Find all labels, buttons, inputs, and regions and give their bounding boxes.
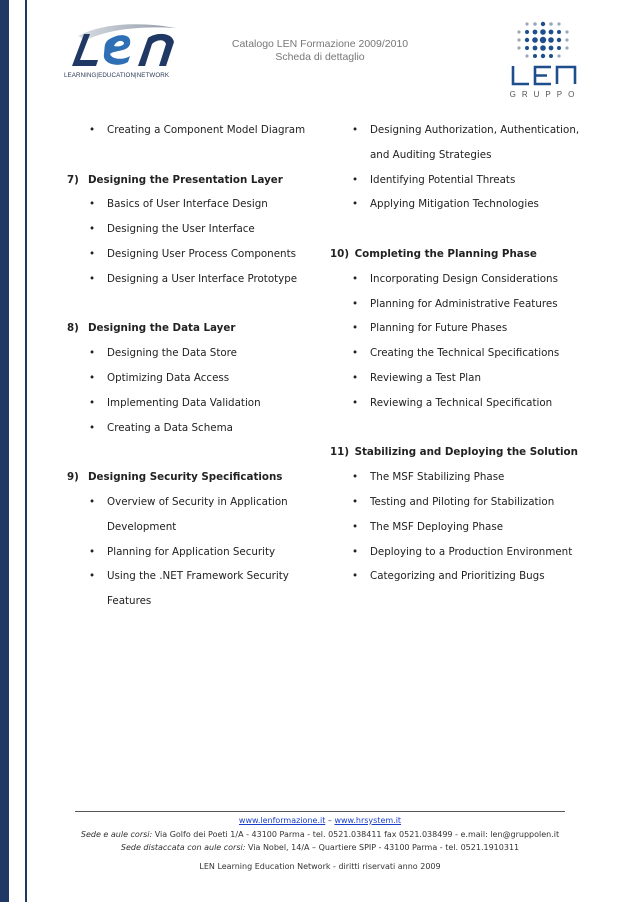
list-item: • Planning for Administrative Features: [330, 292, 610, 317]
list-item: • The MSF Stabilizing Phase: [330, 465, 610, 490]
header-line-1: Catalogo LEN Formazione 2009/2010: [231, 38, 409, 50]
list-item-continuation: Development: [107, 520, 177, 533]
bullet-icon: •: [352, 371, 359, 384]
list-item: • Creating a Data Schema: [67, 416, 322, 441]
bullet-icon: •: [89, 570, 96, 583]
list-item: • Designing User Process Components: [67, 242, 322, 267]
left-column: [67, 118, 322, 614]
bullet-icon: •: [352, 124, 359, 136]
gruppo-label: GRUPPO: [509, 90, 581, 99]
list-item: • Using the .NET Framework Security: [67, 564, 322, 589]
bullet-icon: •: [89, 124, 96, 136]
bullet-icon: •: [352, 471, 359, 484]
list-item-continuation: Features: [107, 595, 152, 608]
page-left-rule: [25, 0, 27, 902]
bullet-icon: •: [352, 198, 359, 211]
list-item: • Overview of Security in Application: [67, 490, 322, 515]
bullet-icon: •: [352, 173, 359, 186]
list-item: • Optimizing Data Access: [67, 366, 322, 391]
section-heading-7: 7) Designing the Presentation Layer: [67, 173, 283, 186]
bullet-icon: •: [89, 495, 96, 508]
bullet-icon: •: [89, 247, 96, 260]
bullet-icon: •: [352, 272, 359, 285]
list-item: • Identifying Potential Threats: [330, 168, 610, 193]
list-item: • Designing Authorization, Authentication,: [330, 118, 610, 143]
list-item: • Incorporating Design Considerations: [330, 267, 610, 292]
bullet-icon: •: [352, 322, 359, 335]
footer-address-1: Sede e aule corsi: Via Golfo dei Poeti 1/A - 43100 Parma - tel. 0521.038411 fax 0521.038499 - e.mail: len@gruppolen.it: [80, 830, 560, 839]
bullet-icon: •: [352, 570, 359, 583]
list-item: • Applying Mitigation Technologies: [330, 192, 610, 217]
bullet-icon: •: [352, 396, 359, 409]
document-header: [210, 38, 430, 64]
list-item-continuation: and Auditing Strategies: [370, 148, 492, 161]
list-item: • Creating a Component Model Diagram: [67, 118, 322, 143]
len-gruppo-logo: [505, 18, 585, 102]
list-item: • Planning for Application Security: [67, 540, 322, 565]
bullet-icon: •: [89, 198, 96, 211]
list-item: • Reviewing a Technical Specification: [330, 391, 610, 416]
bullet-icon: •: [352, 520, 359, 533]
header-line-2: Scheda di dettaglio: [275, 51, 365, 63]
list-item: • Creating the Technical Specifications: [330, 341, 610, 366]
list-item: • Designing a User Interface Prototype: [67, 267, 322, 292]
section-heading-10: 10) Completing the Planning Phase: [330, 247, 537, 260]
len-logo-icon: [64, 20, 184, 72]
bullet-icon: •: [352, 495, 359, 508]
lenformazione-link[interactable]: www.lenformazione.it: [238, 816, 326, 825]
list-item: • Implementing Data Validation: [67, 391, 322, 416]
list-item: • Deploying to a Production Environment: [330, 540, 610, 565]
bullet-icon: •: [89, 545, 96, 558]
list-item: • Planning for Future Phases: [330, 316, 610, 341]
bullet-icon: •: [89, 371, 96, 384]
footer-address-2: Sede distaccata con aule corsi: Via Nobel, 14/A – Quartiere SPIP - 43100 Parma - tel. 0521.1910311: [120, 843, 520, 852]
bullet-icon: •: [352, 347, 359, 360]
list-item: • Reviewing a Test Plan: [330, 366, 610, 391]
section-heading-8: 8) Designing the Data Layer: [67, 322, 236, 335]
section-heading-9: 9) Designing Security Specifications: [67, 471, 283, 484]
hrsystem-link[interactable]: www.hrsystem.it: [334, 816, 402, 825]
list-item: • Designing the Data Store: [67, 341, 322, 366]
dot-grid-logo-icon: [505, 18, 585, 90]
list-item: • Basics of User Interface Design: [67, 192, 322, 217]
bullet-icon: •: [89, 421, 96, 434]
bullet-icon: •: [89, 347, 96, 360]
list-item: • Testing and Piloting for Stabilization: [330, 490, 610, 515]
footer-divider: [75, 811, 565, 812]
bullet-icon: •: [89, 223, 96, 236]
footer-links: www.lenformazione.it – www.hrsystem.it: [238, 816, 402, 825]
bullet-icon: •: [89, 272, 96, 285]
bullet-icon: •: [352, 297, 359, 310]
bullet-icon: •: [352, 545, 359, 558]
len-logo-left: [64, 20, 184, 86]
page-left-bar: [0, 0, 9, 902]
bullet-icon: •: [89, 396, 96, 409]
footer-copyright: LEN Learning Education Network - diritti riservati anno 2009: [199, 862, 441, 871]
section-heading-11: 11) Stabilizing and Deploying the Solution: [330, 446, 578, 459]
list-item: • The MSF Deploying Phase: [330, 515, 610, 540]
logo-tagline: LEARNING|EDUCATION|NETWORK: [64, 72, 170, 79]
list-item: • Categorizing and Prioritizing Bugs: [330, 564, 610, 589]
list-item: • Designing the User Interface: [67, 217, 322, 242]
right-column: [330, 118, 610, 589]
